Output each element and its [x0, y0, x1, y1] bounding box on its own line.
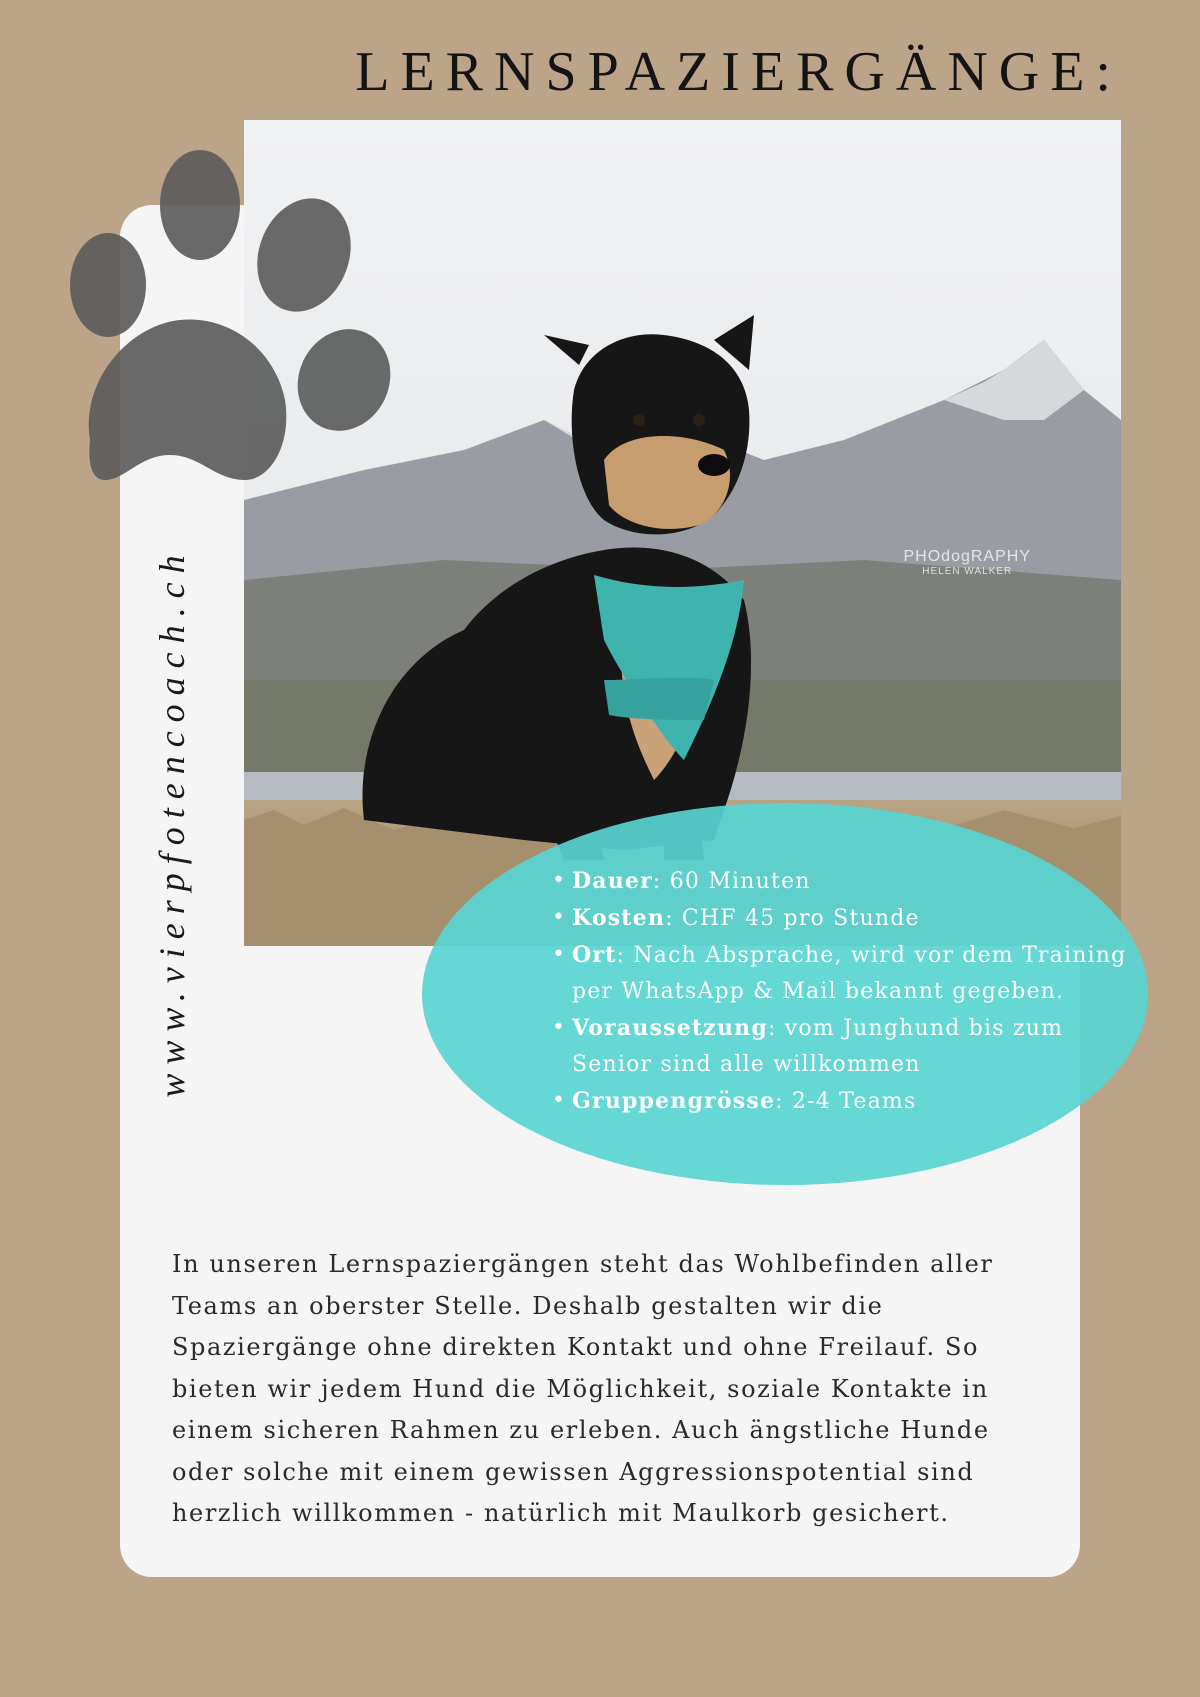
watermark-sub: HELEN WALKER	[922, 566, 1013, 577]
info-label: Ort	[572, 942, 617, 968]
paw-print-icon	[70, 150, 400, 500]
photo-watermark	[904, 548, 1032, 577]
info-value: : 60 Minuten	[652, 869, 811, 894]
info-value: : Nach Absprache, wird vor dem Training per WhatsApp & Mail bekannt gegeben.	[572, 943, 1127, 1004]
info-value: : 2-4 Teams	[775, 1089, 917, 1114]
watermark-main: PHOdogRAPHY	[903, 548, 1031, 565]
info-label: Voraussetzung	[572, 1015, 768, 1041]
info-label: Gruppengrösse	[572, 1088, 776, 1114]
page-title: LERNSPAZIERGÄNGE:	[355, 41, 1122, 103]
info-label: Dauer	[572, 868, 653, 894]
info-item-voraussetzung	[552, 1010, 1142, 1083]
info-item-gruppengroesse	[552, 1083, 1142, 1120]
info-item-dauer	[552, 863, 1142, 900]
info-item-ort	[552, 937, 1142, 1010]
website-url[interactable]: www.vierpfotencoach.ch	[152, 546, 192, 1098]
info-item-kosten	[552, 900, 1142, 937]
info-label: Kosten	[572, 905, 666, 931]
description-paragraph: In unseren Lernspaziergängen steht das Wohlbefinden aller Teams an oberster Stelle. Deshalb gestalten wir die Spaziergänge ohne direkten Kontakt und ohne Freilauf. So bieten wir jedem Hund die Möglichkeit, soziale Kontakte in einem sicheren Rahmen zu erleben. Auch ängstliche Hunde oder solche mit einem gewissen Aggressionspotential sind herzlich willkommen - natürlich mit Maulkorb gesichert.	[172, 1250, 994, 1527]
info-list	[552, 863, 1142, 1120]
info-value: : vom Junghund bis zum Senior sind alle willkommen	[572, 1016, 1064, 1077]
info-value: : CHF 45 pro Stunde	[665, 906, 920, 931]
